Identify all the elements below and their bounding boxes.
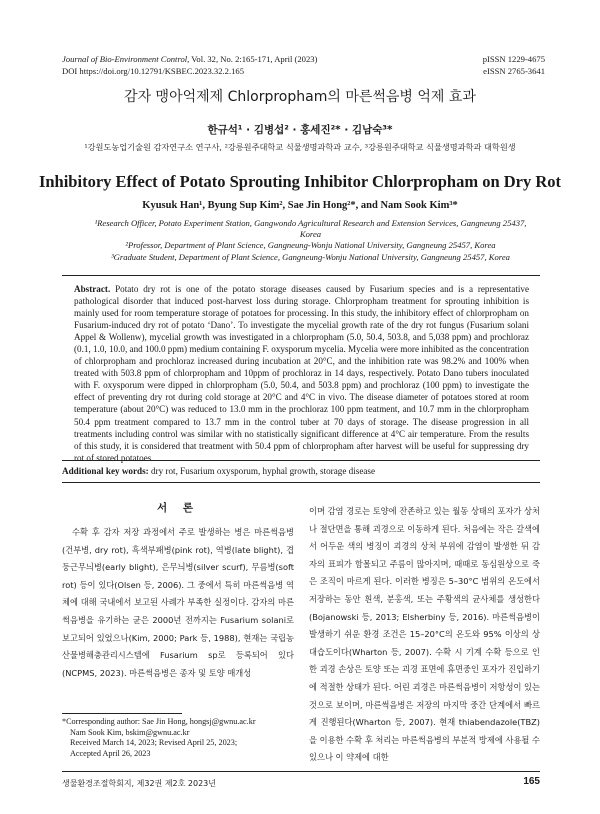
keywords-label: Additional key words: [62,466,149,476]
korean-authors: 한규석¹ · 김병섭² · 홍세진²* · 김남숙³* [207,124,393,136]
pissn: pISSN 1229-4675 [482,54,545,64]
korean-affiliations: ¹강원도농업기술원 감자연구소 연구사, ²강릉원주대학교 식물생명과학과 교수, ³강릉원주대학교 식물생명과학과 대학원생 [84,142,516,152]
abstract-text: Potato dry rot is one of the potato storage diseases caused by Fusarium species and is a representative pathological disorder that induced post-harvest loss during storage. Chlorpropham treatment for sprouting inhibition is mainly used for room temperature storage of potatoes for processing. In this study, the inhibitory effect of chlorpropham on Fusarium-induced dry rot of potato ‘Dano’. To investigate the mycelial growth rate of the dry rot fungus (Fusarium solani Appel & Wollenw), mycelial growth was investigated in a chlorpropham (5.0, 50.4, 503.8, and 5,038 ppm) and prochloraz (0.1, 1.0, 10.0, and 100.0 ppm) medium containing F. oxysporum mycelia. Mycelia were more inhibited as the concentration of chlorpropham and prochloraz increased during incubation at 20°C, and the inhibition rate was 98.2% and 100% when treated with 503.8 ppm of chlorpropham and 10ppm of prochloraz in 14 days, respectively. Potato Dano tubers inoculated with F. oxysporum were dipped in chlorpropham (5.0, 50.4, and 503.8 ppm) and prochloraz (100 ppm) to investigate the effect of preventing dry rot during cold storage at 20°C and 4°C in vivo. The disease diameter of potatoes stored at room temperature (about 20°C) was reduced to 13.0 mm in the prochloraz 100 ppm teatment, and 10.7 mm in the chlorpropham 50.4 ppm treatment compared to 13.7 mm in the control tuber at 70 days of storage. The disease progression in all treatments including control was similar with no statistically significant difference at 4°C air temperature. From the results of this study, it is considered that treatment with 50.4 ppm of chlorpropham after harvest will be useful for suppressing dry rot of stored potatoes. [74,284,530,463]
journal-volume: , Vol. 32, No. 2:165-171, April (2023) [187,54,318,64]
footer-rule [62,771,540,772]
english-authors: Kyusuk Han¹, Byung Sup Kim², Sae Jin Hong²*, and Nam Sook Kim³* [142,200,458,211]
footnote [62,717,294,759]
english-title: Inhibitory Effect of Potato Sprouting Inhibitor Chlorpropham on Dry Rot [38,172,562,191]
abstract [74,283,529,464]
footnote-line-3: Received March 14, 2023; Revised April 25, 2023; [70,738,238,748]
affiliation-3: ³Graduate Student, Department of Plant Science, Gangneung-Wonju National University, Gangneung 25457, Korea [111,251,510,262]
footer-journal: 생물환경조절학회지, 제32권 제2호 2023년 [62,779,216,788]
affiliation-2: ²Professor, Department of Plant Science, Gangneung-Wonju National University, Gangneung 25457, Korea [125,240,496,251]
keywords-text: dry rot, Fusarium oxysporum, hyphal growth, storage disease [150,466,376,476]
footnote-rule [62,713,182,714]
keywords [62,466,540,476]
abstract-top-rule [62,275,540,276]
korean-title: 감자 맹아억제제 Chlorpropham의 마른썩음병 억제 효과 [124,89,476,105]
footnote-line-2: Nam Sook Kim, bskim@gwnu.ac.kr [70,727,190,737]
footnote-line-4: Accepted April 26, 2023 [70,748,151,758]
footnote-line-1: *Corresponding author: Sae Jin Hong, hongsj@gwnu.ac.kr [62,717,256,726]
section-title: 서 론 [157,502,199,514]
journal-info [62,54,317,77]
body-right-column: 이며 감염 경로는 토양에 잔존하고 있는 월동 상태의 포자가 상처나 절단면을 통해 괴경으로 이동하게 된다. 처음에는 작은 갈색에서 어두운 색의 병징이 괴경의 상처 부위에 감염이 발생한 뒤 감자의 표피가 함몰되고 주름이 많아지며, 때때로 동심원상으로 죽은 조직이 마르게 된다. 이러한 병징은 5–30°C 범위의 온도에서 저장하는 동안 흰색, 분홍색, 또는 주황색의 균사체를 생성한다(Bojanowski 등, 2013; Elsherbiny 등, 2016). 마른썩음병이 발생하기 쉬운 환경 조건은 15–20°C의 온도와 95% 이상의 상대습도이다(Wharton 등, 2007). 수확 시 기계 수확 등으로 인한 괴경 손상은 토양 또는 괴경 표면에 휴면중인 포자가 진입하기에 적절한 상태가 된다. 어린 괴경은 마른썩음병이 저항성이 있는 것으로 보이며, 마른썩음병은 저장의 마지막 중간 단계에서 빠르게 진행된다(Wharton 등, 2007). 현재 thiabendazole(TBZ)을 이용한 수확 후 처리는 마른썩음병의 부분적 방제에 사용될 수 있으나 이 약제에 대한 [309,506,540,763]
abstract-label: Abstract. [74,284,111,294]
page-number: 165 [523,776,540,787]
affiliation-1: ¹Research Officer, Potato Experiment Station, Gangwondo Agricultural Research and Extension Services, Gangneung 25437, Korea [94,218,527,240]
body-left-column: 수확 후 감자 저장 과정에서 주로 발생하는 병은 마른썩음병(건부병, dry rot), 흑색부패병(pink rot), 역병(late blight), 겹둥근무늬병(early blight), 은무늬병(silver scurf), 무름병(soft rot) 등이 있다(Olsen 등, 2006). 그 중에서 특히 마른썩음병 역체에 대해 국내에서 보고된 사례가 부족한 실정이다. 감자의 마른썩음병을 유기하는 균은 2000년 전까지는 Fusarium solani로 보고되어 있었으나(Kim, 2000; Park 등, 1988), 현재는 국립농산물병해충관리시스템에 Fusarium sp로 등록되어 있다(NCPMS, 2023). 마른썩음병은 종자 및 토양 매개성 [62,527,294,678]
doi-link[interactable]: DOI https://doi.org/10.12791/KSBEC.2023.32.2.165 [62,65,244,76]
journal-name: Journal of Bio-Environment Control [62,54,188,64]
english-affiliations [88,218,533,263]
keywords-rule [62,482,540,483]
issn-block [483,54,545,77]
eissn: eISSN 2765-3641 [483,65,545,76]
abstract-bottom-rule [62,460,540,461]
